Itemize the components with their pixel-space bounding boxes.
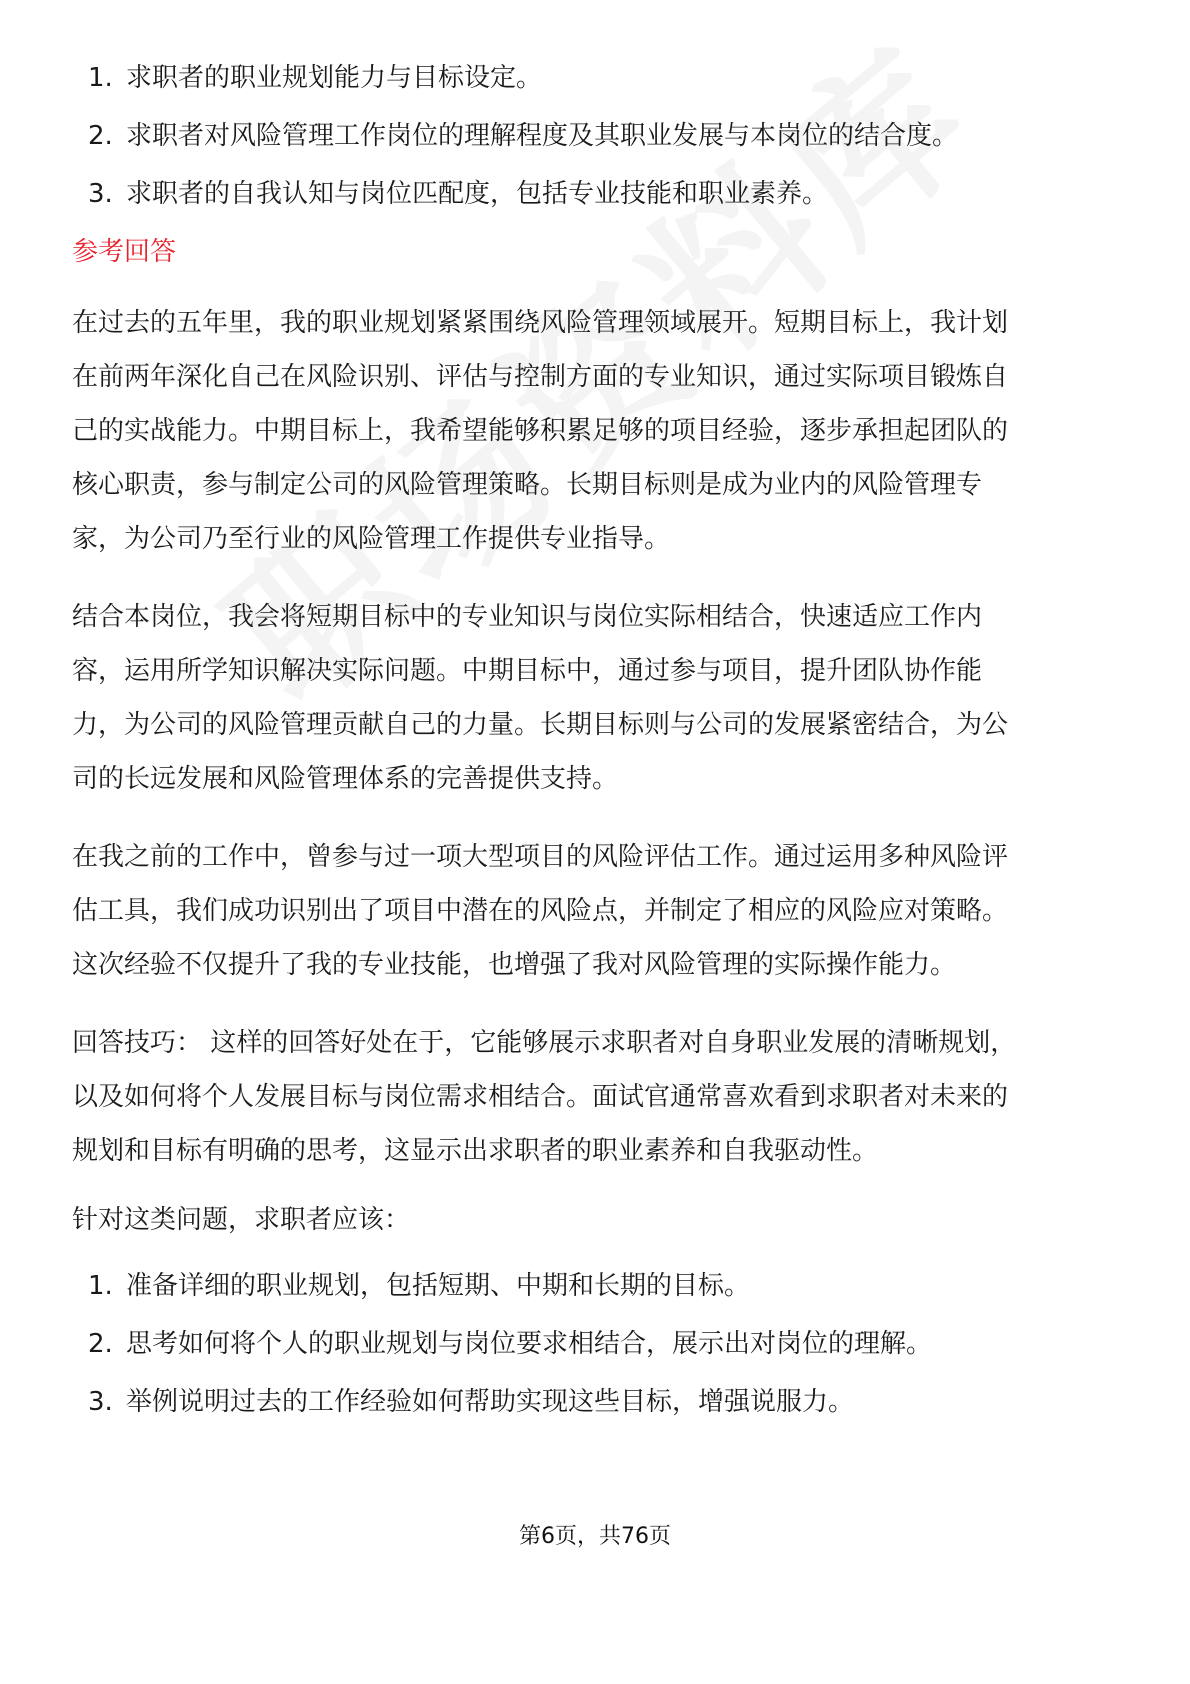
paragraph-line: 己的实战能力。中期目标上，我希望能够积累足够的项目经验，逐步承担起团队的 [72, 416, 1009, 446]
answer-heading: 参考回答 [72, 237, 177, 267]
list-number: 3. [88, 1387, 113, 1417]
paragraph-line: 司的长远发展和风险管理体系的完善提供支持。 [72, 764, 619, 794]
list-number: 2. [88, 1329, 113, 1359]
paragraph-line: 这次经验不仅提升了我的专业技能，也增强了我对风险管理的实际操作能力。 [72, 950, 957, 980]
answer-paragraph-3 [72, 830, 1120, 992]
list-item-text: 求职者对风险管理工作岗位的理解程度及其职业发展与本岗位的结合度。 [126, 121, 959, 151]
paragraph-line: 以及如何将个人发展目标与岗位需求相结合。面试官通常喜欢看到求职者对未来的 [72, 1082, 1009, 1112]
paragraph-line: 结合本岗位，我会将短期目标中的专业知识与岗位实际相结合，快速适应工作内 [72, 602, 983, 632]
paragraph-line: 家，为公司乃至行业的风险管理工作提供专业指导。 [72, 524, 671, 554]
tips-lead: 针对这类问题，求职者应该： [72, 1205, 411, 1235]
paragraph-line: 回答技巧： 这样的回答好处在于，它能够展示求职者对自身职业发展的清晰规划， [72, 1028, 1017, 1058]
list-number: 1. [88, 63, 113, 93]
list-item-text: 举例说明过去的工作经验如何帮助实现这些目标，增强说服力。 [126, 1387, 855, 1417]
paragraph-line: 容，运用所学知识解决实际问题。中期目标中，通过参与项目，提升团队协作能 [72, 656, 983, 686]
answer-tips-paragraph [72, 1016, 1120, 1178]
list-item-text: 准备详细的职业规划，包括短期、中期和长期的目标。 [126, 1271, 751, 1301]
criteria-list [72, 58, 1120, 214]
list-item [72, 174, 1120, 214]
page-content [72, 58, 1120, 1440]
paragraph-line: 力，为公司的风险管理贡献自己的力量。长期目标则与公司的发展紧密结合，为公 [72, 710, 1009, 740]
answer-paragraph-1 [72, 296, 1120, 566]
list-item-text: 思考如何将个人的职业规划与岗位要求相结合，展示出对岗位的理解。 [126, 1329, 933, 1359]
page-number-footer: 第6页，共76页 [519, 1524, 671, 1549]
paragraph-line: 估工具，我们成功识别出了项目中潜在的风险点，并制定了相应的风险应对策略。 [72, 896, 1009, 926]
list-item [72, 116, 1120, 156]
list-item [72, 1324, 1120, 1364]
paragraph-line: 核心职责，参与制定公司的风险管理策略。长期目标则是成为业内的风险管理专 [72, 470, 983, 500]
list-item-text: 求职者的职业规划能力与目标设定。 [126, 63, 543, 93]
paragraph-line: 在过去的五年里，我的职业规划紧紧围绕风险管理领域展开。短期目标上，我计划 [72, 308, 1009, 338]
list-item [72, 58, 1120, 98]
list-item [72, 1266, 1120, 1306]
list-item [72, 1382, 1120, 1422]
list-number: 3. [88, 179, 113, 209]
list-number: 2. [88, 121, 113, 151]
list-item-text: 求职者的自我认知与岗位匹配度，包括专业技能和职业素养。 [126, 179, 829, 209]
paragraph-line: 在前两年深化自己在风险识别、评估与控制方面的专业知识，通过实际项目锻炼自 [72, 362, 1009, 392]
paragraph-line: 规划和目标有明确的思考，这显示出求职者的职业素养和自我驱动性。 [72, 1136, 879, 1166]
list-number: 1. [88, 1271, 113, 1301]
paragraph-line: 在我之前的工作中，曾参与过一项大型项目的风险评估工作。通过运用多种风险评 [72, 842, 1009, 872]
tips-list [72, 1266, 1120, 1422]
answer-paragraph-2 [72, 590, 1120, 806]
